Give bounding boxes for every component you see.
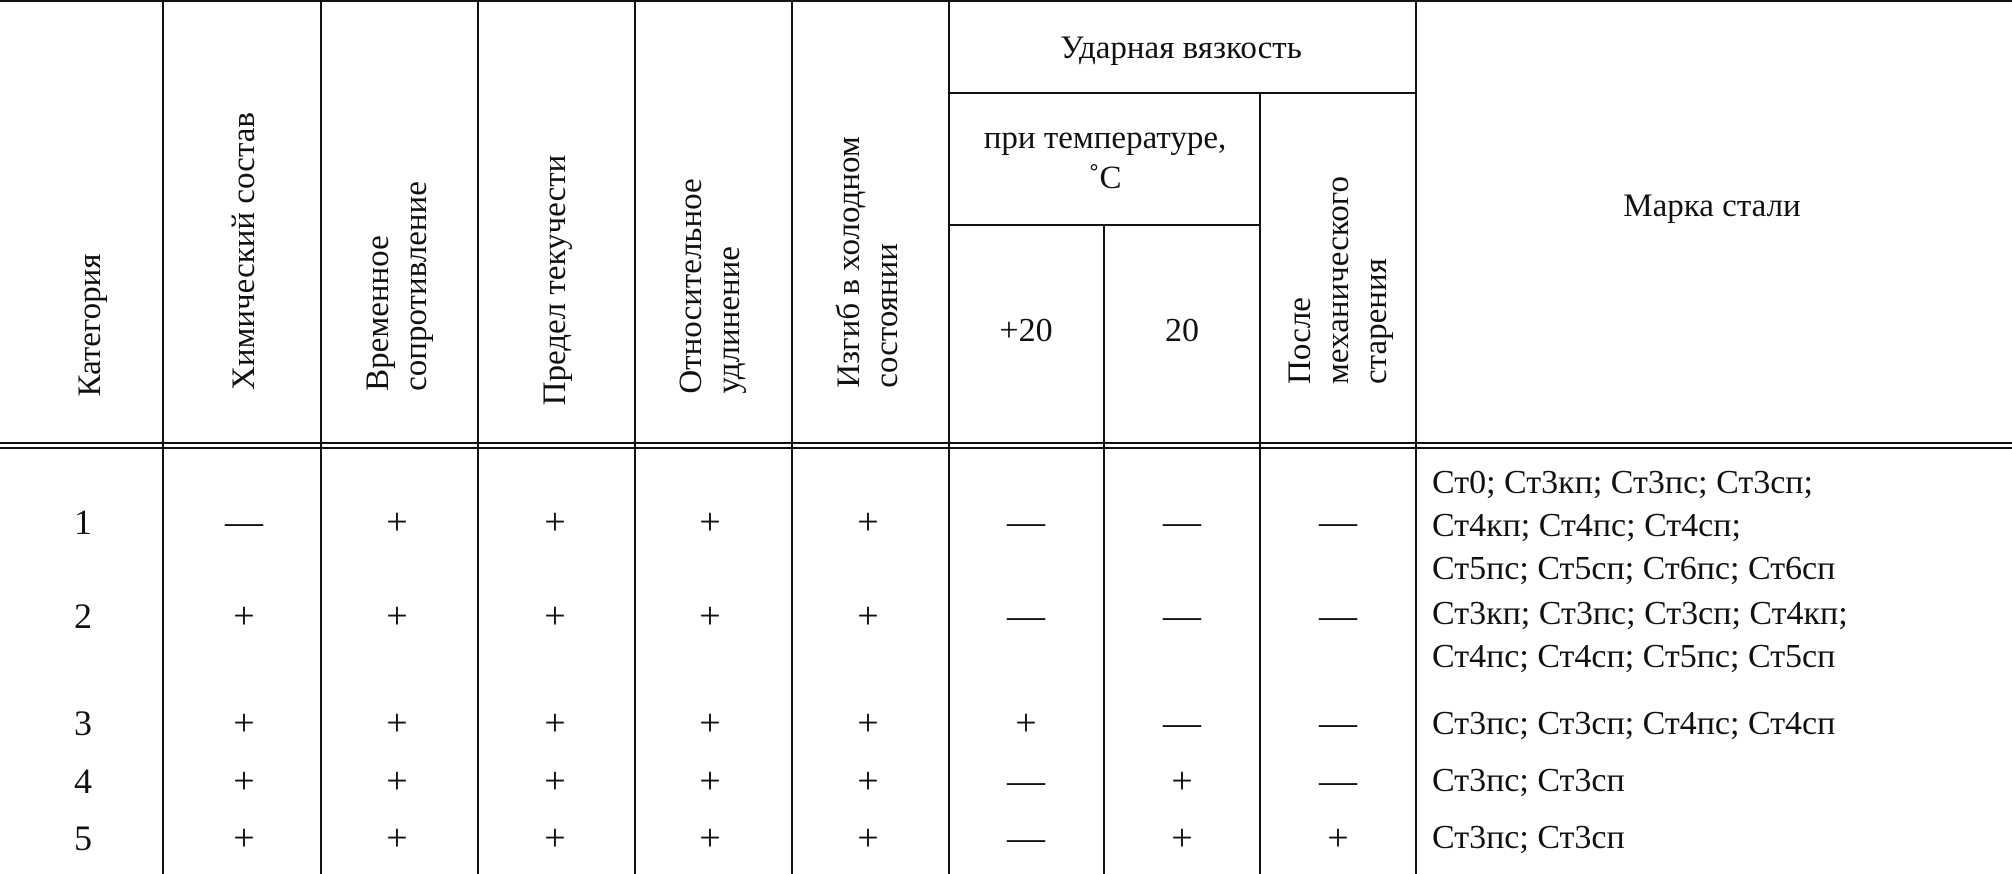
table-cell: + — [233, 760, 255, 802]
table-cell: — — [1007, 501, 1045, 543]
header-impact-group: Ударная вязкость — [1060, 30, 1302, 66]
table-cell: + — [544, 760, 566, 802]
table-cell: — — [1007, 760, 1045, 802]
table-cell: — — [1319, 702, 1357, 744]
header-aging: После механического старения — [1282, 176, 1394, 384]
table-cell: + — [386, 817, 408, 859]
table-cell: + — [857, 595, 879, 637]
temperature-group-rule — [948, 224, 1261, 226]
table-cell: + — [386, 595, 408, 637]
table-cell: + — [544, 501, 566, 543]
table-cell: + — [233, 702, 255, 744]
table-cell: + — [857, 760, 879, 802]
header-double-rule-bottom — [0, 447, 2012, 449]
header-yield: Предел текучести — [537, 154, 573, 406]
table-cell: — — [1163, 702, 1201, 744]
table-cell: + — [1171, 817, 1193, 859]
col-divider — [162, 0, 164, 874]
col-divider — [634, 0, 636, 874]
header-tensile: Временное сопротивление — [360, 181, 434, 391]
table-cell: — — [1163, 501, 1201, 543]
table-cell: — — [1007, 817, 1045, 859]
table-cell: — — [1319, 501, 1357, 543]
steel-grade-line: Ст0; Ст3кп; Ст3пс; Ст3сп; — [1432, 464, 1813, 501]
table-cell: + — [233, 595, 255, 637]
steel-grade-list — [1432, 816, 1625, 859]
table-cell: + — [857, 501, 879, 543]
col-divider — [320, 0, 322, 874]
header-grade: Марка стали — [1623, 188, 1801, 224]
steel-grade-line: Ст3пс; Ст3сп — [1432, 762, 1625, 799]
top-border — [0, 0, 2012, 2]
table-cell: — — [1319, 760, 1357, 802]
table-cell: + — [1327, 817, 1349, 859]
table-cell: — — [1319, 595, 1357, 637]
table-cell: + — [386, 702, 408, 744]
table-cell: + — [1015, 702, 1037, 744]
steel-grade-list — [1432, 592, 1848, 678]
header-chemical: Химический состав — [226, 111, 262, 391]
table-cell: + — [544, 817, 566, 859]
header-bend: Изгиб в холодном состоянии — [831, 136, 905, 388]
col-divider — [477, 0, 479, 874]
steel-grade-list — [1432, 759, 1625, 802]
header-category: Категория — [72, 253, 108, 397]
category-number: 1 — [74, 502, 92, 542]
header-elongation: Относительное удлинение — [673, 178, 747, 394]
category-number: 4 — [74, 761, 92, 801]
steel-grade-list — [1432, 702, 1835, 745]
col-divider — [1103, 225, 1105, 874]
impact-group-rule — [948, 92, 1417, 94]
category-number: 2 — [74, 596, 92, 636]
table-cell: + — [699, 595, 721, 637]
steel-grade-line: Ст3пс; Ст3сп — [1432, 819, 1625, 856]
table-cell: + — [857, 702, 879, 744]
table-cell: + — [544, 595, 566, 637]
header-double-rule-top — [0, 442, 2012, 444]
col-divider — [1259, 92, 1261, 874]
table-cell: + — [699, 501, 721, 543]
header-temp-20: 20 — [1165, 312, 1199, 349]
table-cell: + — [386, 760, 408, 802]
table-cell: + — [233, 817, 255, 859]
col-divider — [1415, 0, 1417, 874]
steel-grade-line: Ст3кп; Ст3пс; Ст3сп; Ст4кп; — [1432, 595, 1848, 632]
table-cell: + — [699, 760, 721, 802]
steel-grade-list — [1432, 461, 1835, 590]
steel-grade-line: Ст5пс; Ст5сп; Ст6пс; Ст6сп — [1432, 550, 1836, 587]
table-cell: — — [1007, 595, 1045, 637]
header-temp-plus20: +20 — [999, 312, 1053, 349]
steel-grade-line: Ст4пс; Ст4сп; Ст5пс; Ст5сп — [1432, 638, 1836, 675]
table-cell: + — [857, 817, 879, 859]
table-cell: — — [225, 501, 263, 543]
header-temperature-group: при температуре, ˚С — [983, 120, 1227, 196]
col-divider — [791, 0, 793, 874]
steel-grade-line: Ст4кп; Ст4пс; Ст4сп; — [1432, 507, 1741, 544]
table-cell: — — [1163, 595, 1201, 637]
category-number: 3 — [74, 703, 92, 743]
table-cell: + — [544, 702, 566, 744]
category-number: 5 — [74, 818, 92, 858]
table-cell: + — [1171, 760, 1193, 802]
table-cell: + — [699, 817, 721, 859]
steel-grade-line: Ст3пс; Ст3сп; Ст4пс; Ст4сп — [1432, 705, 1836, 742]
col-divider — [948, 0, 950, 874]
table-cell: + — [386, 501, 408, 543]
table-cell: + — [699, 702, 721, 744]
